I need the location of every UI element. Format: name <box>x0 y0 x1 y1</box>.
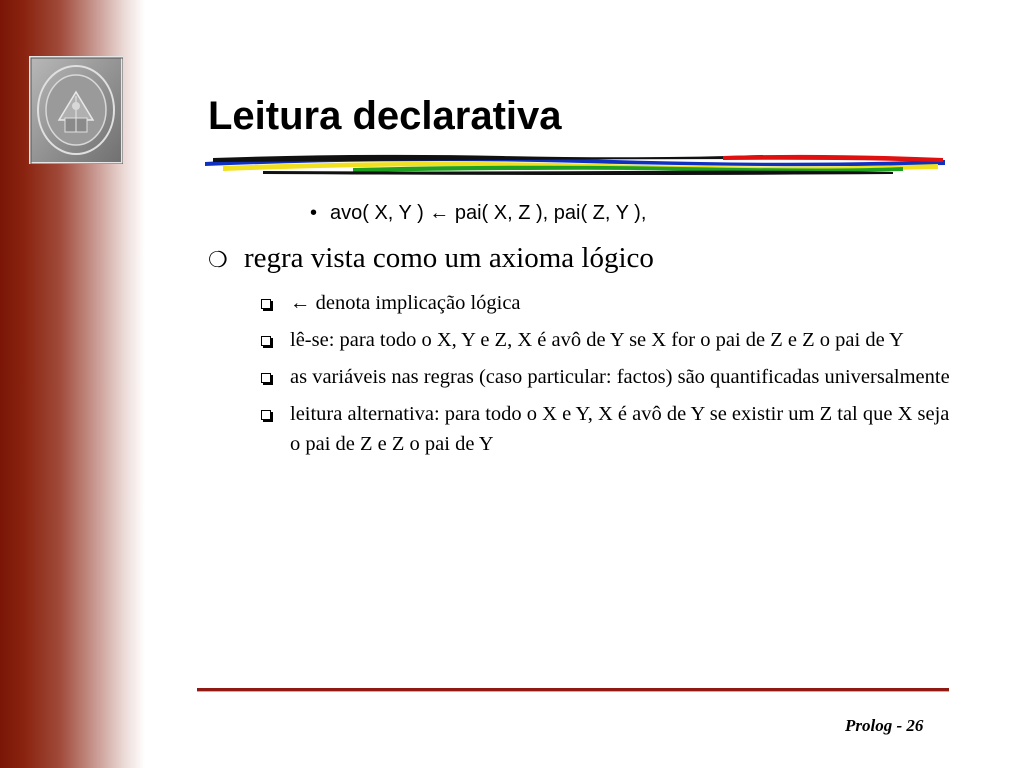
circle-bullet-icon: ❍ <box>208 247 228 273</box>
rule-code-line <box>310 202 646 225</box>
main-bullet-text: regra vista como um axioma lógico <box>244 242 654 274</box>
slide-footer: Prolog - 26 <box>845 716 924 735</box>
list-item <box>258 399 958 459</box>
list-item <box>258 288 958 318</box>
sub-bullet-text: as variáveis nas regras (caso particular: factos) são quantificadas universalmente <box>290 366 950 388</box>
square-bullet-icon <box>258 325 290 355</box>
square-bullet-icon <box>258 288 290 318</box>
rule-code-text: avo( X, Y ) ← pai( X, Z ), pai( Z, Y ), <box>330 202 647 224</box>
list-item <box>258 362 958 392</box>
bullet-dot: • <box>310 202 318 224</box>
brush-stroke-divider <box>203 150 948 180</box>
university-seal-logo <box>29 56 123 164</box>
list-item <box>258 325 958 355</box>
sub-bullet-list <box>258 288 958 466</box>
sub-bullet-text: lê-se: para todo o X, Y e Z, X é avô de Y se X for o pai de Z e Z o pai de Y <box>290 329 904 351</box>
square-bullet-icon <box>258 399 290 459</box>
sub-bullet-text: ← denota implicação lógica <box>290 292 521 314</box>
slide-title: Leitura declarativa <box>208 94 562 138</box>
sub-bullet-text: leitura alternativa: para todo o X e Y, X é avô de Y se existir um Z tal que X seja o pai de Z e Z o pai de Y <box>290 403 950 455</box>
footer-divider-shadow <box>197 691 949 692</box>
square-bullet-icon <box>258 362 290 392</box>
main-bullet <box>208 242 654 275</box>
